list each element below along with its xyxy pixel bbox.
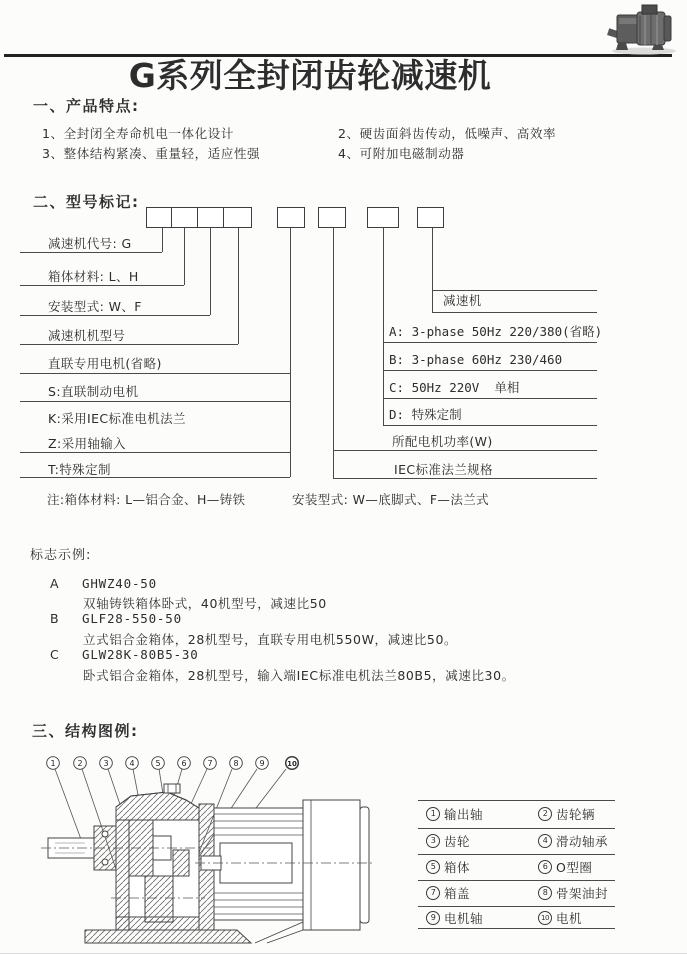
callout-5 [152,757,165,770]
rail-right-2 [383,342,597,343]
housing-top-wall [116,792,199,820]
svg-text:9: 9 [259,759,265,768]
rail-right-0 [432,290,597,291]
underline-left-6 [20,401,290,402]
circled-number-8: 8 [538,886,552,900]
model-right-label-1: 减速机 [443,293,482,308]
example-key-b: B [50,611,59,626]
svg-text:7: 7 [207,759,213,768]
circled-number-10: 10 [538,911,552,925]
legend-rule [418,928,615,929]
examples-heading: 标志示例: [30,548,92,563]
legend-rule [418,906,615,907]
underline-left-2 [20,285,184,286]
foot-photo-2 [652,45,664,50]
svg-text:8: 8 [233,759,239,768]
code-box-8 [417,207,444,228]
model-right-label-5: D: 特殊定制 [389,407,462,422]
svg-text:2: 2 [77,759,83,768]
drop-line-7 [383,228,384,425]
page-title: G系列全封闭齿轮减速机 [128,56,492,95]
top-plug [164,784,180,793]
motor-rear-housing [303,800,360,930]
underline-left-4 [20,344,238,345]
features-heading: 一、产品特点: [33,97,140,115]
callout-1 [47,757,60,770]
legend-label: 输出轴 [444,807,484,822]
drop-line-6 [333,228,334,478]
rail-right-5 [383,425,597,426]
code-box-4 [223,207,252,228]
legend-item-10 [538,909,582,927]
model-left-label-9: T:特殊定制 [48,462,111,477]
example-key-a: A [50,576,59,591]
model-left-label-8: Z:采用轴输入 [48,436,127,451]
underline-left-3 [20,315,210,316]
example-key-c: C [50,647,59,662]
legend-item-9 [426,909,483,927]
bearing-ball-bottom [102,859,108,865]
model-left-label-3: 安装型式: W、F [48,299,142,314]
input-pinion [173,850,189,876]
circled-number-5: 5 [426,860,440,874]
example-desc-a: 双轴铸铁箱体卧式，40机型号，减速比50 [83,596,327,611]
example-code-b: GLF28-550-50 [82,611,182,626]
foot-photo [616,43,628,50]
terminal-box-photo [642,5,657,14]
rail-right-1 [432,312,597,313]
model-heading: 二、型号标记: [33,193,140,211]
model-left-label-4: 减速机机型号 [48,328,126,343]
legend-item-2 [538,805,595,823]
legend-rule [418,800,615,801]
code-box-6 [318,207,346,228]
rail-right-6 [333,450,597,451]
svg-text:10: 10 [287,760,297,768]
housing-left-wall [116,820,129,930]
legend-label: 箱盖 [444,886,471,901]
model-right-label-4: C: 50Hz 220V 单相 [389,380,520,395]
gearbox-highlight [619,18,637,24]
code-box-5 [277,207,305,228]
circled-number-7: 7 [426,886,440,900]
underline-left-9 [20,477,290,478]
legend-label: O型圈 [556,860,593,875]
svg-text:6: 6 [181,759,187,768]
legend-rule [418,880,615,881]
legend-label: 滑动轴承 [556,834,609,849]
model-right-label-7: IEC标准法兰规格 [394,462,493,477]
callout-8 [230,757,243,770]
circled-number-9: 9 [426,911,440,925]
drop-line-3 [210,228,211,315]
structure-heading: 三、结构图例: [32,722,139,740]
fan-cover-photo [664,16,671,41]
example-desc-c: 卧式铝合金箱体，28机型号，输入端IEC标准电机法兰80B5，减速比30。 [83,668,515,683]
model-note-2: 安装型式: W—底脚式、F—法兰式 [292,492,490,507]
callout-2 [74,757,87,770]
legend-label: 齿轮 [444,834,471,849]
underline-left-5 [20,373,290,374]
circled-number-2: 2 [538,807,552,821]
underline-left-1 [20,252,162,253]
circled-number-3: 3 [426,834,440,848]
code-box-2 [171,207,199,228]
drop-line-5 [290,228,291,477]
model-left-label-6: S:直联制动电机 [48,384,139,399]
feature-item-4: 4、可附加电磁制动器 [338,146,465,161]
legend-label: 电机 [556,911,583,926]
model-right-label-6: 所配电机功率(W) [392,434,493,449]
example-desc-b: 立式铝合金箱体，28机型号，直联专用电机550W，减速比50。 [83,632,458,647]
legend-label: 箱体 [444,860,471,875]
callout-7 [204,757,217,770]
legend-rule [418,828,615,829]
legend-item-5 [426,858,470,876]
structure-drawing [15,750,410,950]
svg-text:3: 3 [103,759,109,768]
legend-label: 骨架油封 [556,886,609,901]
product-photo [606,2,680,56]
legend-item-7 [426,884,470,902]
model-note-1: 注:箱体材料: L—铝合金、H—铸铁 [47,492,246,507]
callout-9 [256,757,269,770]
model-right-label-2: A: 3-phase 50Hz 220/380(省略) [389,324,603,339]
circled-number-6: 6 [538,860,552,874]
callout-10 [286,757,299,770]
model-left-label-7: K:采用IEC标准电机法兰 [48,411,186,426]
example-code-a: GHWZ40-50 [82,576,157,591]
callout-4 [126,757,139,770]
drop-line-1 [162,228,163,252]
legend-item-4 [538,832,608,850]
rail-right-3 [383,370,597,371]
model-left-label-1: 减速机代号: G [48,236,132,251]
code-box-7 [367,207,399,228]
example-code-c: GLW28K-80B5-30 [82,647,199,662]
gear-lower [145,876,173,922]
code-box-1 [146,207,173,228]
circled-number-4: 4 [538,834,552,848]
legend-label: 电机轴 [444,911,484,926]
drop-line-2 [184,228,185,285]
model-right-label-3: B: 3-phase 60Hz 230/460 [389,352,563,367]
legend-item-8 [538,884,608,902]
feature-item-3: 3、整体结构紧凑、重量轻，适应性强 [42,146,261,161]
legend-label: 齿轮辆 [556,807,596,822]
circled-number-1: 1 [426,807,440,821]
model-left-label-2: 箱体材料: L、H [48,269,139,284]
svg-text:1: 1 [50,759,56,768]
bearing-ball-top [102,831,108,837]
svg-text:5: 5 [155,759,161,768]
drop-line-4 [238,228,239,344]
underline-left-8 [20,452,290,453]
svg-text:4: 4 [129,759,135,768]
motor-end-cap [360,807,369,923]
drop-line-8 [432,228,433,312]
base-plate [85,930,251,943]
legend-item-3 [426,832,470,850]
feature-item-2: 2、硬齿面斜齿传动，低噪声、高效率 [338,126,557,141]
legend-item-6 [538,858,592,876]
callout-numbers [47,757,299,770]
feature-item-1: 1、全封闭全寿命机电一体化设计 [42,126,234,141]
callout-6 [178,757,191,770]
rail-right-7 [333,478,597,479]
legend-table [418,795,618,937]
legend-rule [418,854,615,855]
model-left-label-5: 直联专用电机(省略) [48,356,162,371]
callout-3 [100,757,113,770]
legend-item-1 [426,805,483,823]
rail-right-4 [383,398,597,399]
code-box-3 [197,207,225,228]
